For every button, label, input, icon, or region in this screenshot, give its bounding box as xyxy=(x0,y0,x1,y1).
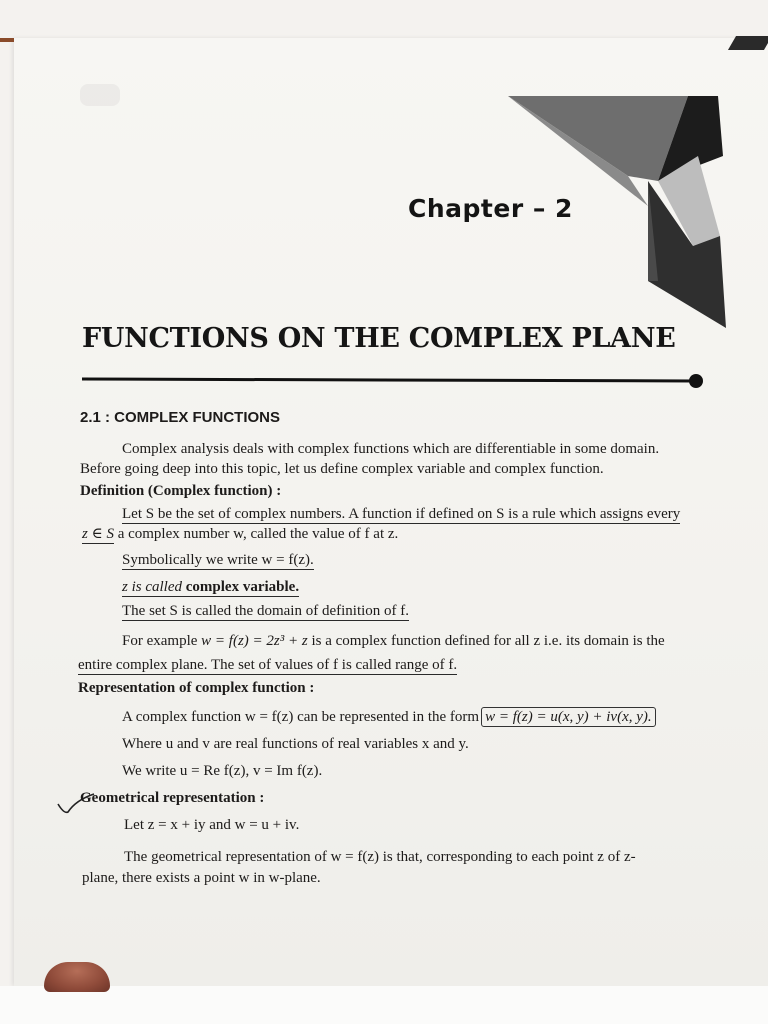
underlined-text xyxy=(122,579,299,597)
paragraph-line xyxy=(82,525,398,543)
faded-header-smudge xyxy=(80,84,120,106)
paragraph-line: Where u and v are real functions of real variables x and y. xyxy=(122,736,469,752)
paragraph-line: Let z = x + iy and w = u + iv. xyxy=(124,817,300,833)
underlined-text: Let S be the set of complex numbers. A function if defined on S is a rule which assigns every xyxy=(122,506,681,522)
paragraph-line: Complex analysis deals with complex functions which are differentiable in some domain. xyxy=(122,441,660,457)
section-heading: 2.1 : COMPLEX FUNCTIONS xyxy=(80,409,281,426)
paragraph-line: We write u = Re f(z), v = Im f(z). xyxy=(122,763,323,779)
boxed-formula: w = f(z) = u(x, y) + iv(x, y). xyxy=(481,707,656,727)
text-span: z is called xyxy=(122,579,186,595)
paragraph-line: Before going deep into this topic, let us define complex variable and complex function. xyxy=(80,461,604,477)
geometrical-heading: Geometrical representation : xyxy=(80,790,265,806)
text-span: is a complex function defined for all z i.e. its domain is the xyxy=(307,633,665,649)
paragraph-line: plane, there exists a point w in w-plane. xyxy=(82,870,321,886)
underlined-text: entire complex plane. The set of values of f is called range of f. xyxy=(78,657,458,673)
paragraph-line: The geometrical representation of w = f(z) is that, corresponding to each point z of z- xyxy=(124,849,636,865)
underlined-text: The set S is called the domain of definition of f. xyxy=(122,603,410,619)
representation-heading: Representation of complex function : xyxy=(78,680,315,696)
page-edge-mark xyxy=(0,38,14,42)
paragraph-line xyxy=(122,551,314,569)
text-span: a complex number w, called the value of f at z. xyxy=(117,526,399,542)
definition-heading: Definition (Complex function) : xyxy=(80,483,282,499)
thumb xyxy=(44,962,110,992)
paragraph-line xyxy=(122,578,299,596)
underlined-text: Symbolically we write w = f(z). xyxy=(122,552,314,568)
chapter-label: Chapter – 2 xyxy=(408,194,573,223)
page-edge-mark-right xyxy=(728,36,768,50)
text-span: For example xyxy=(122,633,202,649)
math-expression: w = f(z) = 2z³ + z xyxy=(201,633,308,649)
chapter-title: FUNCTIONS ON THE COMPLEX PLANE xyxy=(82,323,676,354)
math-expression: z ∈ S xyxy=(82,526,114,542)
paragraph-line xyxy=(122,632,665,650)
scan-margin xyxy=(0,986,768,1024)
text-span: A complex function w = f(z) can be represented in the form xyxy=(122,709,480,725)
paragraph-line xyxy=(122,602,409,620)
paragraph-line xyxy=(122,707,656,727)
paragraph-line xyxy=(78,656,457,674)
paragraph-line xyxy=(122,505,680,523)
bold-term: complex variable. xyxy=(185,579,300,595)
title-rule xyxy=(82,374,708,388)
